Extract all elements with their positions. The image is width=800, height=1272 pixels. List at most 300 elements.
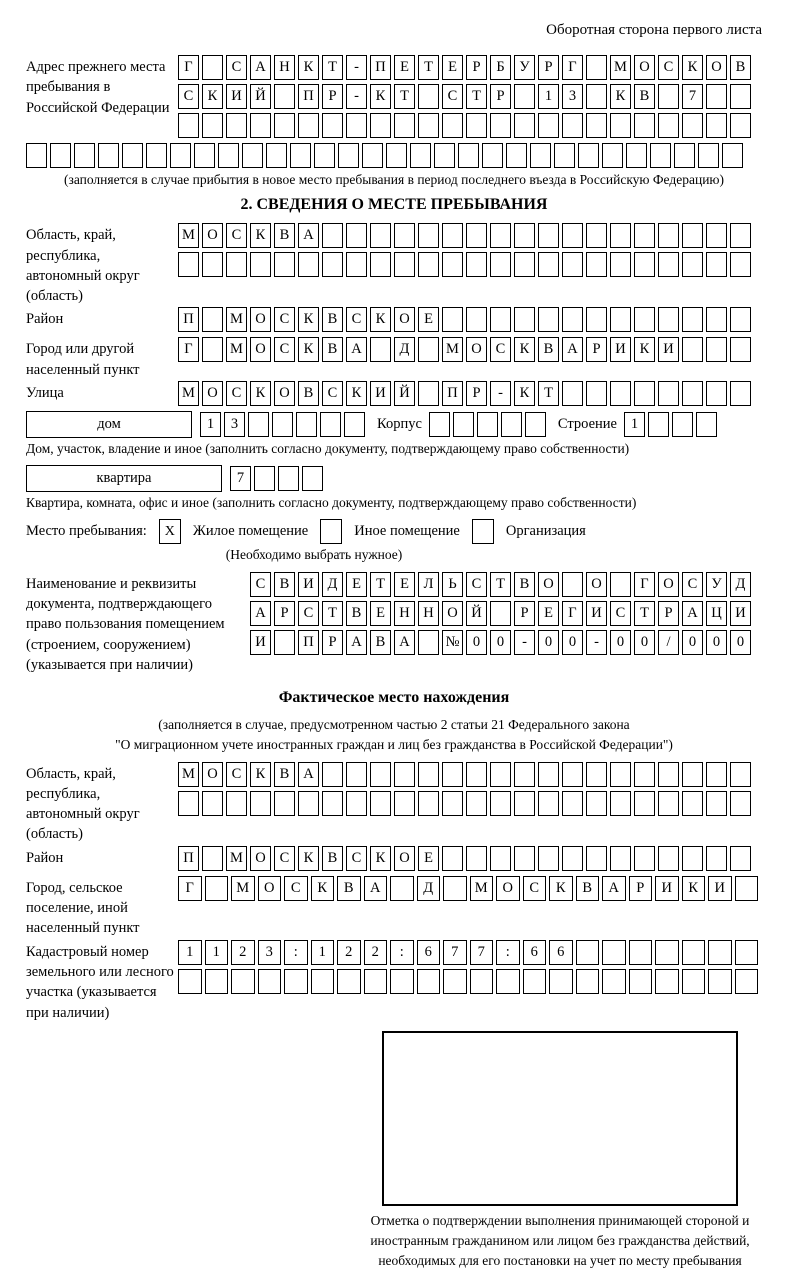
char-cell[interactable]: 0 [490, 630, 511, 655]
char-cell[interactable] [610, 762, 631, 787]
char-cell[interactable] [730, 223, 751, 248]
char-cell[interactable] [730, 846, 751, 871]
char-cell[interactable]: К [634, 337, 655, 362]
char-cell[interactable] [202, 55, 223, 80]
char-cell[interactable] [658, 113, 679, 138]
char-cell[interactable]: 6 [417, 940, 441, 965]
char-cell[interactable]: П [298, 84, 319, 109]
char-cell[interactable] [530, 143, 551, 168]
char-cell[interactable]: К [549, 876, 573, 901]
char-cell[interactable] [706, 381, 727, 406]
char-cell[interactable]: С [178, 84, 199, 109]
char-cell[interactable] [708, 969, 732, 994]
char-cell[interactable]: В [322, 307, 343, 332]
char-cell[interactable] [490, 223, 511, 248]
char-cell[interactable]: И [730, 601, 751, 626]
char-cell[interactable] [514, 307, 535, 332]
char-cell[interactable] [730, 84, 751, 109]
char-cell[interactable] [98, 143, 119, 168]
char-cell[interactable]: 7 [443, 940, 467, 965]
char-cell[interactable]: А [298, 223, 319, 248]
char-cell[interactable] [549, 969, 573, 994]
char-cell[interactable] [706, 791, 727, 816]
char-cell[interactable]: С [490, 337, 511, 362]
char-cell[interactable] [538, 791, 559, 816]
char-cell[interactable] [418, 381, 439, 406]
char-cell[interactable] [658, 791, 679, 816]
char-cell[interactable]: С [226, 55, 247, 80]
char-cell[interactable]: : [496, 940, 520, 965]
char-cell[interactable] [682, 381, 703, 406]
char-cell[interactable]: С [442, 84, 463, 109]
char-cell[interactable] [394, 223, 415, 248]
char-cell[interactable]: Г [562, 601, 583, 626]
char-cell[interactable]: Е [418, 307, 439, 332]
char-cell[interactable]: - [514, 630, 535, 655]
char-cell[interactable]: А [298, 762, 319, 787]
char-cell[interactable]: Н [394, 601, 415, 626]
char-cell[interactable] [274, 113, 295, 138]
char-cell[interactable]: О [250, 846, 271, 871]
char-cell[interactable] [634, 791, 655, 816]
char-cell[interactable]: 7 [470, 940, 494, 965]
char-cell[interactable] [248, 412, 269, 437]
char-cell[interactable]: 2 [231, 940, 255, 965]
char-cell[interactable]: 0 [466, 630, 487, 655]
char-cell[interactable]: С [226, 381, 247, 406]
char-cell[interactable] [682, 791, 703, 816]
char-cell[interactable]: С [274, 337, 295, 362]
char-cell[interactable] [658, 84, 679, 109]
char-cell[interactable] [477, 412, 498, 437]
char-cell[interactable] [730, 337, 751, 362]
char-cell[interactable]: В [634, 84, 655, 109]
char-cell[interactable] [74, 143, 95, 168]
char-cell[interactable] [501, 412, 522, 437]
char-cell[interactable] [443, 969, 467, 994]
char-cell[interactable] [322, 113, 343, 138]
char-cell[interactable]: И [708, 876, 732, 901]
char-cell[interactable]: К [682, 876, 706, 901]
char-cell[interactable] [576, 940, 600, 965]
char-cell[interactable] [390, 969, 414, 994]
char-cell[interactable]: Т [418, 55, 439, 80]
char-cell[interactable] [586, 252, 607, 277]
char-cell[interactable]: 3 [224, 412, 245, 437]
char-cell[interactable] [496, 969, 520, 994]
char-cell[interactable]: В [514, 572, 535, 597]
char-cell[interactable] [514, 762, 535, 787]
char-cell[interactable] [658, 223, 679, 248]
char-cell[interactable] [629, 969, 653, 994]
char-cell[interactable] [466, 791, 487, 816]
char-cell[interactable]: О [442, 601, 463, 626]
char-cell[interactable]: М [226, 307, 247, 332]
char-cell[interactable] [466, 307, 487, 332]
char-cell[interactable]: О [250, 337, 271, 362]
char-cell[interactable] [610, 113, 631, 138]
char-cell[interactable] [434, 143, 455, 168]
char-cell[interactable] [655, 969, 679, 994]
char-cell[interactable] [658, 252, 679, 277]
char-cell[interactable] [554, 143, 575, 168]
char-cell[interactable]: Р [322, 84, 343, 109]
char-cell[interactable]: Д [730, 572, 751, 597]
char-cell[interactable] [562, 307, 583, 332]
char-cell[interactable] [655, 940, 679, 965]
char-cell[interactable] [538, 252, 559, 277]
char-cell[interactable] [274, 252, 295, 277]
char-cell[interactable]: К [202, 84, 223, 109]
char-cell[interactable] [344, 412, 365, 437]
char-cell[interactable] [218, 143, 239, 168]
char-cell[interactable] [610, 307, 631, 332]
char-cell[interactable] [682, 113, 703, 138]
char-cell[interactable] [562, 113, 583, 138]
char-cell[interactable] [146, 143, 167, 168]
char-cell[interactable]: К [682, 55, 703, 80]
char-cell[interactable] [514, 791, 535, 816]
char-cell[interactable]: 0 [610, 630, 631, 655]
char-cell[interactable] [418, 791, 439, 816]
char-cell[interactable]: К [370, 84, 391, 109]
char-cell[interactable]: И [298, 572, 319, 597]
char-cell[interactable] [610, 572, 631, 597]
char-cell[interactable] [346, 791, 367, 816]
char-cell[interactable]: Т [490, 572, 511, 597]
char-cell[interactable] [672, 412, 693, 437]
char-cell[interactable]: : [284, 940, 308, 965]
char-cell[interactable] [735, 940, 759, 965]
char-cell[interactable] [242, 143, 263, 168]
char-cell[interactable] [418, 113, 439, 138]
char-cell[interactable]: О [202, 762, 223, 787]
char-cell[interactable]: С [610, 601, 631, 626]
char-cell[interactable]: В [274, 762, 295, 787]
char-cell[interactable] [523, 969, 547, 994]
char-cell[interactable] [562, 223, 583, 248]
char-cell[interactable]: Р [538, 55, 559, 80]
char-cell[interactable]: Р [466, 381, 487, 406]
char-cell[interactable]: М [226, 337, 247, 362]
char-cell[interactable] [466, 846, 487, 871]
char-cell[interactable] [418, 337, 439, 362]
char-cell[interactable] [562, 846, 583, 871]
char-cell[interactable] [634, 252, 655, 277]
char-cell[interactable]: К [514, 381, 535, 406]
char-cell[interactable] [538, 113, 559, 138]
char-cell[interactable] [634, 762, 655, 787]
char-cell[interactable] [586, 84, 607, 109]
char-cell[interactable]: Ь [442, 572, 463, 597]
char-cell[interactable] [490, 846, 511, 871]
char-cell[interactable]: П [178, 307, 199, 332]
char-cell[interactable] [490, 791, 511, 816]
char-cell[interactable] [337, 969, 361, 994]
char-cell[interactable]: 6 [523, 940, 547, 965]
char-cell[interactable]: О [634, 55, 655, 80]
char-cell[interactable]: И [250, 630, 271, 655]
char-cell[interactable]: Т [322, 601, 343, 626]
char-cell[interactable]: Т [634, 601, 655, 626]
char-cell[interactable]: И [610, 337, 631, 362]
char-cell[interactable] [442, 791, 463, 816]
checkbox-organization[interactable] [472, 519, 494, 544]
char-cell[interactable] [514, 113, 535, 138]
char-cell[interactable]: С [274, 846, 295, 871]
char-cell[interactable] [648, 412, 669, 437]
char-cell[interactable]: С [523, 876, 547, 901]
char-cell[interactable] [370, 252, 391, 277]
char-cell[interactable]: М [178, 223, 199, 248]
char-cell[interactable]: А [346, 337, 367, 362]
char-cell[interactable] [429, 412, 450, 437]
char-cell[interactable]: О [250, 307, 271, 332]
char-cell[interactable]: 3 [258, 940, 282, 965]
char-cell[interactable]: К [250, 223, 271, 248]
char-cell[interactable] [458, 143, 479, 168]
char-cell[interactable]: Т [538, 381, 559, 406]
char-cell[interactable]: С [466, 572, 487, 597]
char-cell[interactable] [302, 466, 323, 491]
char-cell[interactable] [602, 969, 626, 994]
char-cell[interactable] [274, 791, 295, 816]
char-cell[interactable]: К [298, 846, 319, 871]
char-cell[interactable] [178, 791, 199, 816]
char-cell[interactable]: 6 [549, 940, 573, 965]
char-cell[interactable] [410, 143, 431, 168]
char-cell[interactable]: О [274, 381, 295, 406]
char-cell[interactable]: У [514, 55, 535, 80]
char-cell[interactable]: М [442, 337, 463, 362]
char-cell[interactable] [226, 791, 247, 816]
char-cell[interactable]: Е [442, 55, 463, 80]
char-cell[interactable] [370, 337, 391, 362]
char-cell[interactable] [682, 223, 703, 248]
char-cell[interactable] [298, 791, 319, 816]
char-cell[interactable] [346, 252, 367, 277]
char-cell[interactable] [418, 84, 439, 109]
char-cell[interactable] [706, 337, 727, 362]
char-cell[interactable] [586, 223, 607, 248]
char-cell[interactable]: А [346, 630, 367, 655]
char-cell[interactable] [394, 791, 415, 816]
char-cell[interactable]: 2 [364, 940, 388, 965]
char-cell[interactable] [250, 791, 271, 816]
char-cell[interactable] [170, 143, 191, 168]
char-cell[interactable] [708, 940, 732, 965]
char-cell[interactable]: К [250, 762, 271, 787]
char-cell[interactable]: И [655, 876, 679, 901]
char-cell[interactable] [442, 762, 463, 787]
char-cell[interactable] [538, 223, 559, 248]
char-cell[interactable]: К [298, 55, 319, 80]
char-cell[interactable]: Т [466, 84, 487, 109]
char-cell[interactable]: К [370, 846, 391, 871]
char-cell[interactable] [658, 762, 679, 787]
char-cell[interactable] [394, 252, 415, 277]
char-cell[interactable] [706, 846, 727, 871]
char-cell[interactable] [26, 143, 47, 168]
char-cell[interactable]: М [178, 381, 199, 406]
char-cell[interactable]: 0 [634, 630, 655, 655]
char-cell[interactable]: М [610, 55, 631, 80]
char-cell[interactable]: О [466, 337, 487, 362]
char-cell[interactable]: У [706, 572, 727, 597]
char-cell[interactable] [562, 252, 583, 277]
char-cell[interactable] [538, 307, 559, 332]
char-cell[interactable] [730, 791, 751, 816]
char-cell[interactable]: Б [490, 55, 511, 80]
char-cell[interactable]: М [470, 876, 494, 901]
char-cell[interactable] [314, 143, 335, 168]
char-cell[interactable]: Р [490, 84, 511, 109]
char-cell[interactable] [602, 143, 623, 168]
char-cell[interactable]: С [298, 601, 319, 626]
char-cell[interactable] [466, 252, 487, 277]
char-cell[interactable] [202, 846, 223, 871]
char-cell[interactable] [514, 846, 535, 871]
char-cell[interactable] [258, 969, 282, 994]
char-cell[interactable]: С [322, 381, 343, 406]
char-cell[interactable]: О [394, 846, 415, 871]
char-cell[interactable] [610, 791, 631, 816]
char-cell[interactable] [386, 143, 407, 168]
char-cell[interactable]: К [346, 381, 367, 406]
char-cell[interactable] [453, 412, 474, 437]
char-cell[interactable] [442, 846, 463, 871]
char-cell[interactable] [562, 791, 583, 816]
char-cell[interactable]: 7 [230, 466, 251, 491]
char-cell[interactable]: 1 [205, 940, 229, 965]
char-cell[interactable]: И [586, 601, 607, 626]
char-cell[interactable] [418, 252, 439, 277]
char-cell[interactable] [730, 252, 751, 277]
char-cell[interactable]: Д [394, 337, 415, 362]
char-cell[interactable]: П [178, 846, 199, 871]
char-cell[interactable] [629, 940, 653, 965]
char-cell[interactable] [634, 113, 655, 138]
char-cell[interactable]: М [231, 876, 255, 901]
char-cell[interactable] [272, 412, 293, 437]
char-cell[interactable]: С [682, 572, 703, 597]
char-cell[interactable]: К [250, 381, 271, 406]
char-cell[interactable] [178, 252, 199, 277]
char-cell[interactable]: Г [178, 55, 199, 80]
char-cell[interactable]: О [538, 572, 559, 597]
char-cell[interactable]: С [284, 876, 308, 901]
char-cell[interactable] [296, 412, 317, 437]
char-cell[interactable] [586, 762, 607, 787]
char-cell[interactable] [226, 113, 247, 138]
char-cell[interactable]: В [730, 55, 751, 80]
char-cell[interactable]: Е [394, 55, 415, 80]
char-cell[interactable] [696, 412, 717, 437]
char-cell[interactable] [370, 791, 391, 816]
char-cell[interactable]: Й [466, 601, 487, 626]
char-cell[interactable]: Е [370, 601, 391, 626]
char-cell[interactable] [610, 381, 631, 406]
char-cell[interactable] [634, 223, 655, 248]
char-cell[interactable] [226, 252, 247, 277]
char-cell[interactable] [658, 307, 679, 332]
char-cell[interactable] [634, 846, 655, 871]
char-cell[interactable]: 1 [200, 412, 221, 437]
char-cell[interactable]: Т [322, 55, 343, 80]
char-cell[interactable] [706, 223, 727, 248]
char-cell[interactable] [602, 940, 626, 965]
char-cell[interactable]: Р [322, 630, 343, 655]
char-cell[interactable] [394, 113, 415, 138]
char-cell[interactable] [682, 307, 703, 332]
char-cell[interactable]: 3 [562, 84, 583, 109]
char-cell[interactable] [178, 113, 199, 138]
char-cell[interactable]: А [602, 876, 626, 901]
char-cell[interactable]: 1 [178, 940, 202, 965]
char-cell[interactable]: Н [418, 601, 439, 626]
char-cell[interactable] [442, 252, 463, 277]
char-cell[interactable] [514, 223, 535, 248]
char-cell[interactable] [698, 143, 719, 168]
char-cell[interactable]: № [442, 630, 463, 655]
char-cell[interactable] [682, 337, 703, 362]
char-cell[interactable] [730, 307, 751, 332]
char-cell[interactable] [722, 143, 743, 168]
char-cell[interactable] [418, 223, 439, 248]
char-cell[interactable]: О [202, 223, 223, 248]
char-cell[interactable]: С [346, 307, 367, 332]
char-cell[interactable]: В [298, 381, 319, 406]
char-cell[interactable] [682, 940, 706, 965]
char-cell[interactable]: И [370, 381, 391, 406]
char-cell[interactable] [610, 846, 631, 871]
char-cell[interactable] [634, 381, 655, 406]
char-cell[interactable]: И [658, 337, 679, 362]
char-cell[interactable]: 1 [538, 84, 559, 109]
char-cell[interactable] [525, 412, 546, 437]
char-cell[interactable] [364, 969, 388, 994]
char-cell[interactable] [194, 143, 215, 168]
char-cell[interactable]: А [250, 601, 271, 626]
char-cell[interactable] [290, 143, 311, 168]
char-cell[interactable]: Р [514, 601, 535, 626]
char-cell[interactable] [682, 969, 706, 994]
char-cell[interactable] [322, 223, 343, 248]
char-cell[interactable] [514, 84, 535, 109]
char-cell[interactable] [274, 630, 295, 655]
char-cell[interactable] [362, 143, 383, 168]
char-cell[interactable] [278, 466, 299, 491]
char-cell[interactable] [466, 762, 487, 787]
char-cell[interactable] [490, 307, 511, 332]
char-cell[interactable]: 0 [538, 630, 559, 655]
char-cell[interactable] [442, 223, 463, 248]
char-cell[interactable] [50, 143, 71, 168]
char-cell[interactable] [626, 143, 647, 168]
char-cell[interactable]: А [394, 630, 415, 655]
char-cell[interactable] [346, 113, 367, 138]
char-cell[interactable] [482, 143, 503, 168]
char-cell[interactable] [417, 969, 441, 994]
char-cell[interactable]: - [346, 55, 367, 80]
char-cell[interactable]: Г [562, 55, 583, 80]
char-cell[interactable]: В [322, 846, 343, 871]
char-cell[interactable]: Д [417, 876, 441, 901]
char-cell[interactable] [610, 252, 631, 277]
char-cell[interactable]: С [346, 846, 367, 871]
char-cell[interactable] [735, 969, 759, 994]
char-cell[interactable] [682, 762, 703, 787]
